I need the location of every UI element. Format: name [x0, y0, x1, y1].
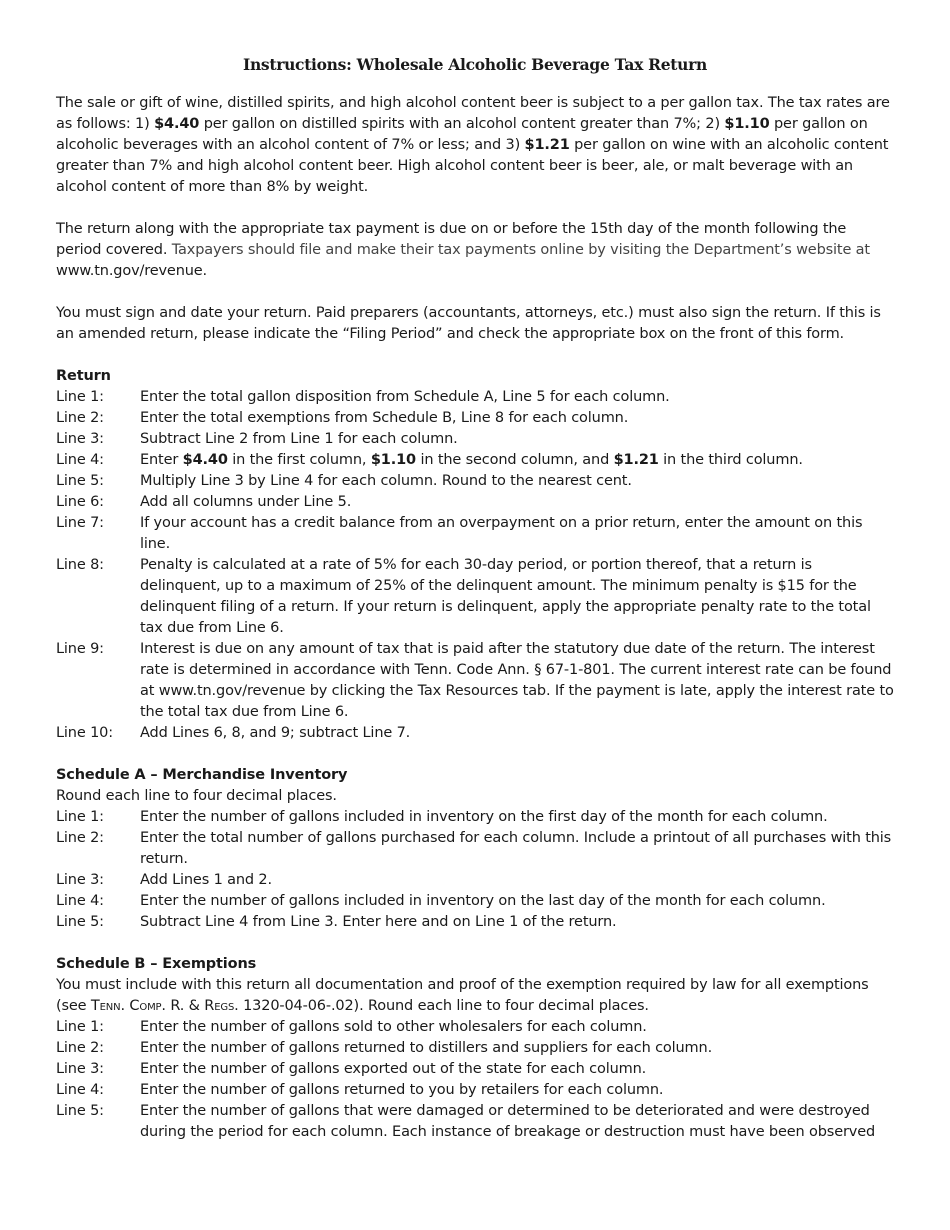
line-label: Line 2: — [56, 410, 104, 426]
line-label: Line 4: — [56, 893, 104, 909]
return-lines — [56, 387, 894, 744]
line-text: Subtract Line 4 from Line 3. Enter here and on Line 1 of the return. — [140, 914, 617, 930]
line-label: Line 4: — [56, 1082, 104, 1098]
schedule-b-line-2 — [56, 1038, 894, 1059]
return-line-5 — [56, 471, 894, 492]
line-label: Line 6: — [56, 494, 104, 510]
intro-text: per gallon on alcoholic beverages with an alcohol content of 7% or less; and 3) — [56, 116, 868, 153]
line-text: Add Lines 1 and 2. — [140, 872, 272, 888]
return-heading: Return — [56, 368, 111, 384]
line-text: Multiply Line 3 by Line 4 for each column. Round to the nearest cent. — [140, 473, 632, 489]
line-text: Enter the number of gallons sold to other wholesalers for each column. — [140, 1019, 647, 1035]
page-title: Instructions: Wholesale Alcoholic Beverage Tax Return — [243, 55, 707, 74]
line-label: Line 9: — [56, 641, 104, 657]
note-text: 1320-04-06-.02). Round each line to four decimal places. — [238, 998, 649, 1014]
schedule-a-line-5 — [56, 912, 894, 933]
schedule-a-note: Round each line to four decimal places. — [56, 788, 337, 804]
line-text: Enter the total number of gallons purchased for each column. Include a printout of all purchases with this return. — [140, 830, 892, 867]
return-line-1 — [56, 387, 894, 408]
schedule-b-line-5 — [56, 1101, 894, 1143]
return-line-8 — [56, 555, 894, 639]
section-spacer — [56, 933, 894, 954]
rate-value: $1.10 — [370, 452, 416, 468]
line-text: Enter the number of gallons returned to distillers and suppliers for each column. — [140, 1040, 713, 1056]
return-line-4 — [56, 450, 894, 471]
line-text-part: in the second column, and — [415, 452, 614, 468]
intro-text: The sale or gift of wine, distilled spirits, and high alcohol content beer is subject to a per gallon tax. The tax rates are as follows: 1) — [56, 95, 890, 132]
file-online-text: Taxpayers should file and make their tax payments online by visiting the Department’s website at — [171, 242, 870, 258]
line-text: Interest is due on any amount of tax that is paid after the statutory due date of the return. The interest rate is determined in accordance with Tenn. Code Ann. § 67-1-801. The current interest rate can be found at www.tn.gov/revenue by clicking the Tax Resources tab. If the payment is late, apply the interest rate to the total tax due from Line 6. — [140, 641, 894, 720]
return-line-2 — [56, 408, 894, 429]
website-text: www.tn.gov/revenue. — [56, 263, 208, 279]
schedule-b-heading: Schedule B – Exemptions — [56, 956, 257, 972]
line-label: Line 3: — [56, 431, 104, 447]
line-label: Line 8: — [56, 557, 104, 573]
schedule-a-lines — [56, 807, 894, 933]
line-text: Enter the number of gallons that were damaged or determined to be deteriorated and were destroyed during the period for each column. Each instance of breakage or destruction must have been observed — [140, 1103, 876, 1140]
line-text — [140, 450, 894, 471]
schedule-b-line-1 — [56, 1017, 894, 1038]
line-label: Line 3: — [56, 872, 104, 888]
instructions-page — [56, 54, 894, 1143]
schedule-a-line-3 — [56, 870, 894, 891]
schedule-a-line-1 — [56, 807, 894, 828]
return-line-6 — [56, 492, 894, 513]
schedule-b-line-3 — [56, 1059, 894, 1080]
line-label: Line 5: — [56, 473, 104, 489]
line-text: Enter the total gallon disposition from Schedule A, Line 5 for each column. — [140, 389, 670, 405]
section-spacer — [56, 744, 894, 765]
line-text-part: Enter — [140, 452, 183, 468]
line-text: Subtract Line 2 from Line 1 for each column. — [140, 431, 458, 447]
line-text: If your account has a credit balance from an overpayment on a prior return, enter the amount on this line. — [140, 515, 863, 552]
line-label: Line 3: — [56, 1061, 104, 1077]
line-label: Line 5: — [56, 914, 104, 930]
return-line-3 — [56, 429, 894, 450]
line-label: Line 7: — [56, 515, 104, 531]
line-text: Penalty is calculated at a rate of 5% for each 30-day period, or portion thereof, that a return is delinquent, up to a maximum of 25% of the delinquent amount. The minimum penalty is $15 for the delinquent filing of a return. If your return is delinquent, apply the appropriate penalty rate to the total tax due from Line 6. — [140, 557, 871, 636]
return-line-10 — [56, 723, 894, 744]
rate-value: $4.40 — [182, 452, 228, 468]
schedule-a-heading: Schedule A – Merchandise Inventory — [56, 767, 348, 783]
line-text: Enter the number of gallons exported out of the state for each column. — [140, 1061, 647, 1077]
schedule-a-line-4 — [56, 891, 894, 912]
line-text-part: in the first column, — [227, 452, 371, 468]
intro-text: per gallon on distilled spirits with an alcohol content greater than 7%; 2) — [199, 116, 725, 132]
line-text: Enter the number of gallons included in inventory on the first day of the month for each column. — [140, 809, 828, 825]
line-label: Line 2: — [56, 830, 104, 846]
line-text: Add all columns under Line 5. — [140, 494, 352, 510]
line-text: Enter the number of gallons included in inventory on the last day of the month for each column. — [140, 893, 826, 909]
return-line-9 — [56, 639, 894, 723]
schedule-b-note — [56, 975, 894, 1017]
intro-signature-paragraph: You must sign and date your return. Paid preparers (accountants, attorneys, etc.) must also sign the return. If this is an amended return, please indicate the “Filing Period” and check the appropriate box on the front of this form. — [56, 305, 881, 342]
line-text-part: in the third column. — [658, 452, 803, 468]
line-text: Enter the total exemptions from Schedule B, Line 8 for each column. — [140, 410, 629, 426]
return-line-7 — [56, 513, 894, 555]
line-text: Add Lines 6, 8, and 9; subtract Line 7. — [140, 725, 411, 741]
line-label: Line 5: — [56, 1103, 104, 1119]
rate-wine-beer: $1.21 — [524, 137, 570, 153]
schedule-b-lines — [56, 1017, 894, 1143]
rate-distilled-spirits: $4.40 — [154, 116, 200, 132]
rate-low-alcohol: $1.10 — [724, 116, 770, 132]
note-text: You must include with this return all documentation and proof of the exemption required by law for all exemptions (see — [56, 977, 869, 1014]
line-label: Line 1: — [56, 809, 104, 825]
due-date-text: The return along with the appropriate tax payment is due on or before the 15th day of the month following the period covered. — [56, 221, 847, 258]
line-label: Line 10: — [56, 725, 113, 741]
regulation-citation: Tenn. Comp. R. & Regs. — [90, 998, 239, 1014]
line-label: Line 4: — [56, 452, 104, 468]
intro-tax-rates-paragraph — [56, 93, 894, 198]
schedule-b-line-4 — [56, 1080, 894, 1101]
intro-due-date-paragraph — [56, 219, 894, 282]
line-label: Line 1: — [56, 1019, 104, 1035]
schedule-a-line-2 — [56, 828, 894, 870]
rate-value: $1.21 — [613, 452, 659, 468]
line-text: Enter the number of gallons returned to you by retailers for each column. — [140, 1082, 664, 1098]
line-label: Line 1: — [56, 389, 104, 405]
line-label: Line 2: — [56, 1040, 104, 1056]
intro-text: per gallon on wine with an alcoholic content greater than 7% and high alcohol content beer. High alcohol content beer is beer, ale, or malt beverage with an alcohol content of more than 8% by weight. — [56, 137, 889, 195]
